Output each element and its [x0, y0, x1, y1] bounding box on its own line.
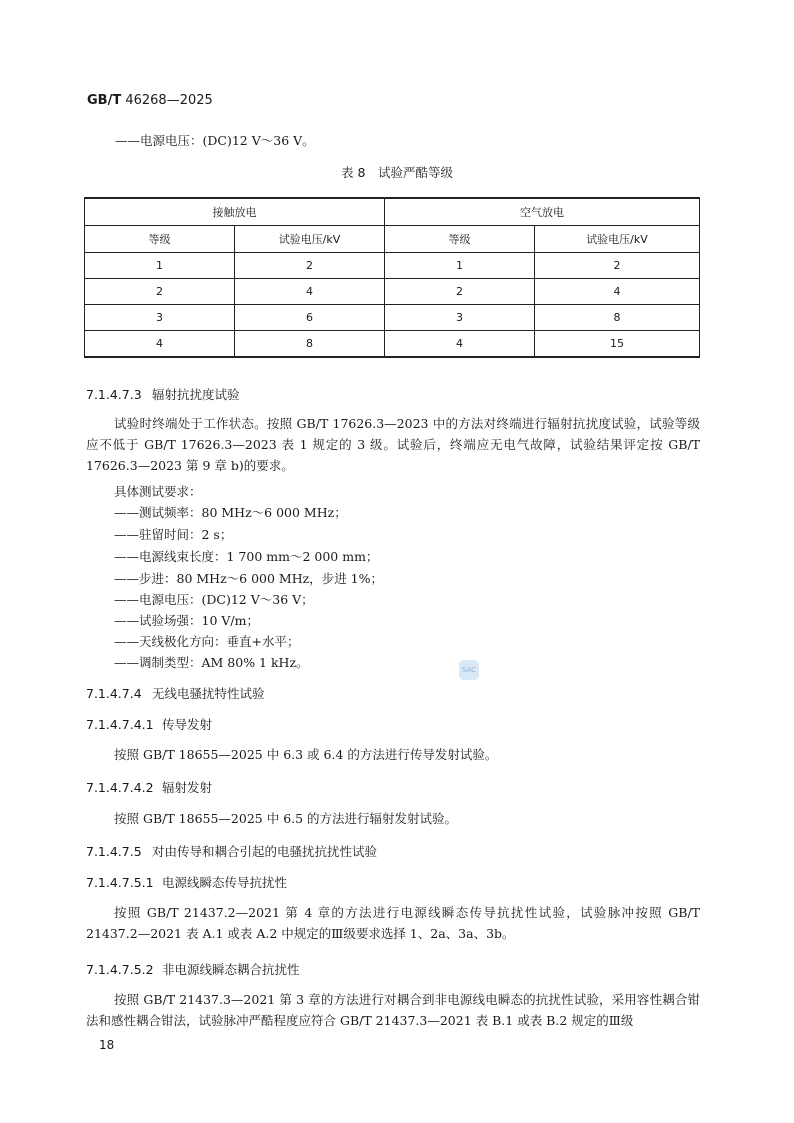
list-item: ——调制类型：AM 80% 1 kHz。 [114, 655, 309, 670]
table-row [85, 331, 700, 358]
section-number: 7.1.4.7.4 [86, 686, 142, 701]
standard-number: 46268—2025 [125, 93, 213, 108]
requirements-intro: 具体测试要求： [114, 484, 202, 499]
table-cell: 6 [235, 305, 385, 331]
section-heading-7-1-4-7-5-1 [86, 873, 287, 891]
page-number: 18 [99, 1038, 115, 1052]
table-cell: 8 [235, 331, 385, 358]
section-title: 电源线瞬态传导抗扰性 [162, 875, 288, 890]
table-cell: 2 [385, 279, 535, 305]
section-number: 7.1.4.7.5.1 [86, 875, 154, 890]
section-title: 非电源线瞬态耦合抗扰性 [162, 962, 300, 977]
section-heading-7-1-4-7-4 [86, 684, 265, 702]
column-header: 等级 [85, 226, 235, 253]
air-discharge-header: 空气放电 [385, 198, 700, 226]
list-item: ——天线极化方向：垂直+水平； [114, 634, 300, 649]
supply-voltage-line: ——电源电压：(DC)12 V～36 V。 [115, 133, 315, 148]
section-title: 辐射抗扰度试验 [152, 387, 240, 402]
paragraph: 按照 GB/T 18655—2025 中 6.5 的方法进行辐射发射试验。 [114, 811, 458, 826]
list-item: ——电源线束长度：1 700 mm～2 000 mm； [114, 549, 379, 564]
table-cell: 4 [385, 331, 535, 358]
section-number: 7.1.4.7.5 [86, 844, 142, 859]
column-header: 试验电压/kV [535, 226, 700, 253]
standard-code [87, 93, 213, 108]
table-cell: 2 [85, 279, 235, 305]
section-number: 7.1.4.7.5.2 [86, 962, 154, 977]
list-item: ——试验场强：10 V/m； [114, 613, 259, 628]
section-heading-7-1-4-7-5 [86, 842, 377, 860]
table-title: 表 8 试验严酷等级 [341, 165, 453, 180]
table-cell: 4 [235, 279, 385, 305]
table-cell: 3 [85, 305, 235, 331]
table-cell: 4 [85, 331, 235, 358]
column-header: 试验电压/kV [235, 226, 385, 253]
section-title: 传导发射 [162, 717, 213, 732]
section-heading-7-1-4-7-4-2 [86, 778, 212, 796]
table-row [85, 305, 700, 331]
table-cell: 8 [535, 305, 700, 331]
standard-prefix: GB/T [87, 93, 122, 108]
severity-table [84, 197, 700, 358]
table-cell: 3 [385, 305, 535, 331]
list-item: ——步进：80 MHz～6 000 MHz，步进 1%； [114, 571, 384, 586]
section-heading-7-1-4-7-5-2 [86, 960, 300, 978]
contact-discharge-header: 接触放电 [85, 198, 385, 226]
section-title: 辐射发射 [162, 780, 213, 795]
section-heading-7-1-4-7-3 [86, 385, 240, 403]
paragraph: 试验时终端处于工作状态。按照 GB/T 17626.3—2023 中的方法对终端进行辐射抗扰度试验，试验等级应不低于 GB/T 17626.3—2023 表 1 规定的 3 级。试验后，终端应无电气故障，试验结果评定按 GB/T 17626.3—2023 第 9 章 b)的要求。 [86, 416, 700, 473]
column-header: 等级 [385, 226, 535, 253]
table-cell: 2 [235, 253, 385, 279]
section-number: 7.1.4.7.4.2 [86, 780, 154, 795]
table-row [85, 253, 700, 279]
paragraph: 按照 GB/T 21437.3—2021 第 3 章的方法进行对耦合到非电源线电瞬态的抗扰性试验，采用容性耦合钳法和感性耦合钳法，试验脉冲严酷程度应符合 GB/T 21437.3—2021 表 B.1 或表 B.2 规定的Ⅲ级 [86, 992, 700, 1028]
section-title: 无线电骚扰特性试验 [152, 686, 265, 701]
list-item: ——电源电压：(DC)12 V～36 V； [114, 592, 314, 607]
paragraph: 按照 GB/T 18655—2025 中 6.3 或 6.4 的方法进行传导发射试验。 [114, 747, 498, 762]
table-cell: 1 [85, 253, 235, 279]
table-row [85, 279, 700, 305]
table-cell: 1 [385, 253, 535, 279]
section-heading-7-1-4-7-4-1 [86, 715, 212, 733]
list-item: ——测试频率：80 MHz～6 000 MHz； [114, 505, 347, 520]
list-item: ——驻留时间：2 s； [114, 527, 233, 542]
section-title: 对由传导和耦合引起的电骚扰抗扰性试验 [152, 844, 378, 859]
paragraph: 按照 GB/T 21437.2—2021 第 4 章的方法进行电源线瞬态传导抗扰性试验，试验脉冲按照 GB/T 21437.2—2021 表 A.1 或表 A.2 中规定的Ⅲ级要求选择 1、2a、3a、3b。 [86, 905, 700, 941]
section-number: 7.1.4.7.4.1 [86, 717, 154, 732]
table-cell: 4 [535, 279, 700, 305]
table-cell: 15 [535, 331, 700, 358]
table-cell: 2 [535, 253, 700, 279]
watermark-logo: SAC [459, 660, 479, 680]
section-number: 7.1.4.7.3 [86, 387, 142, 402]
